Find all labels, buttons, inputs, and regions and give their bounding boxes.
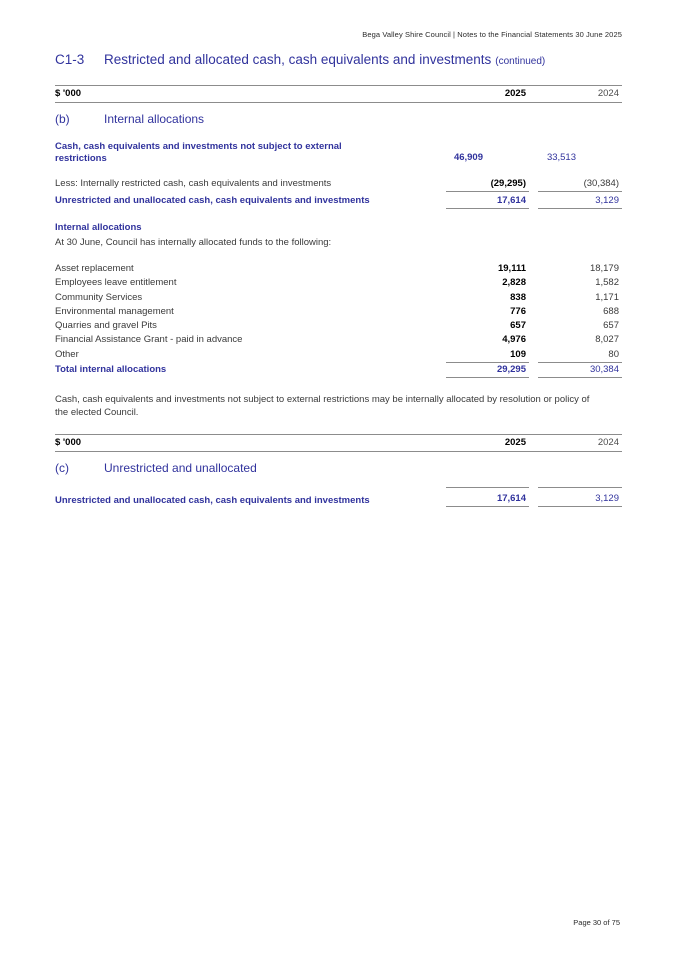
table-row (55, 487, 622, 507)
table-row (55, 178, 622, 192)
row-label: Cash, cash equivalents and investments not subject to external restrictions (55, 141, 342, 164)
row-label: Employees leave entitlement (55, 277, 177, 289)
value-2025: 657 (510, 320, 526, 332)
row-label: Asset replacement (55, 263, 134, 274)
value-2024: 657 (603, 320, 619, 332)
value-2024: 1,171 (595, 291, 619, 303)
value-2025: 17,614 (446, 487, 529, 507)
value-2025: 109 (446, 348, 529, 363)
unit-label: $ '000 (55, 437, 82, 449)
table-row (55, 262, 622, 276)
unit-label: $ '000 (55, 88, 82, 99)
row-label: Other (55, 348, 79, 360)
value-2025: 29,295 (446, 363, 529, 378)
value-2024: 3,129 (538, 195, 622, 209)
row-label: Unrestricted and unallocated cash, cash equivalents and investments (55, 495, 370, 507)
table-row (55, 195, 622, 209)
value-2025: 838 (510, 291, 526, 303)
table-row (55, 319, 622, 333)
table-row (55, 305, 622, 319)
table-row (55, 348, 622, 363)
value-2025: 2,828 (502, 277, 526, 289)
value-2024: 80 (538, 348, 622, 363)
internal-allocations-heading: Internal allocations (55, 222, 142, 233)
value-2025: 19,111 (497, 263, 526, 274)
column-header-2024: 2024 (597, 437, 619, 449)
table-header (55, 434, 622, 452)
page-content (55, 0, 622, 507)
value-2025: 776 (510, 305, 526, 317)
policy-note: Cash, cash equivalents and investments not subject to external restrictions may be internally allocated by resolution or policy of the elected Council. (55, 394, 590, 419)
row-label: Environmental management (55, 305, 174, 317)
row-label: Less: Internally restricted cash, cash equivalents and investments (55, 178, 332, 189)
section-c-heading (55, 461, 622, 476)
section-b-heading (55, 112, 622, 127)
value-2024: 8,027 (595, 334, 619, 346)
row-label: Quarries and gravel Pits (55, 320, 157, 332)
value-2024: 30,384 (538, 363, 622, 378)
row-label: Community Services (55, 291, 143, 303)
value-2025: 4,976 (502, 334, 526, 346)
section-b-title: Internal allocations (104, 112, 205, 126)
column-header-2025: 2025 (504, 437, 526, 449)
value-2024: 18,179 (589, 263, 619, 274)
note-number: C1-3 (55, 52, 85, 67)
running-header: Bega Valley Shire Council | Notes to the Financial Statements 30 June 2025 (362, 30, 622, 39)
row-label: Unrestricted and unallocated cash, cash equivalents and investments (55, 195, 370, 206)
value-2024: 3,129 (538, 487, 622, 507)
table-header (55, 85, 622, 103)
value-2025: (29,295) (446, 178, 529, 192)
column-header-2024: 2024 (597, 88, 619, 99)
table-row (55, 333, 622, 347)
section-b-label: (b) (55, 112, 70, 126)
value-2024: 1,582 (595, 277, 619, 289)
section-c-label: (c) (55, 461, 69, 476)
column-header-2025: 2025 (504, 88, 526, 99)
table-row (55, 141, 622, 165)
value-2024: 33,513 (546, 152, 576, 163)
table-row (55, 291, 622, 305)
internal-allocations-table (55, 262, 622, 378)
note-title-suffix: (continued) (495, 56, 546, 67)
total-row (55, 363, 622, 378)
row-label: Financial Assistance Grant - paid in advance (55, 334, 243, 346)
page-number: Page 30 of 75 (573, 918, 620, 927)
note-title-text: Restricted and allocated cash, cash equivalents and investments (104, 52, 492, 67)
internal-allocations-intro: At 30 June, Council has internally allocated funds to the following: (55, 237, 332, 248)
value-2025: 17,614 (446, 195, 529, 209)
section-c-title: Unrestricted and unallocated (104, 461, 257, 476)
note-title (55, 52, 622, 70)
value-2025: 46,909 (453, 152, 483, 163)
row-label: Total internal allocations (55, 364, 167, 376)
table-row (55, 276, 622, 290)
value-2024: 688 (603, 305, 619, 317)
value-2024: (30,384) (538, 178, 622, 192)
